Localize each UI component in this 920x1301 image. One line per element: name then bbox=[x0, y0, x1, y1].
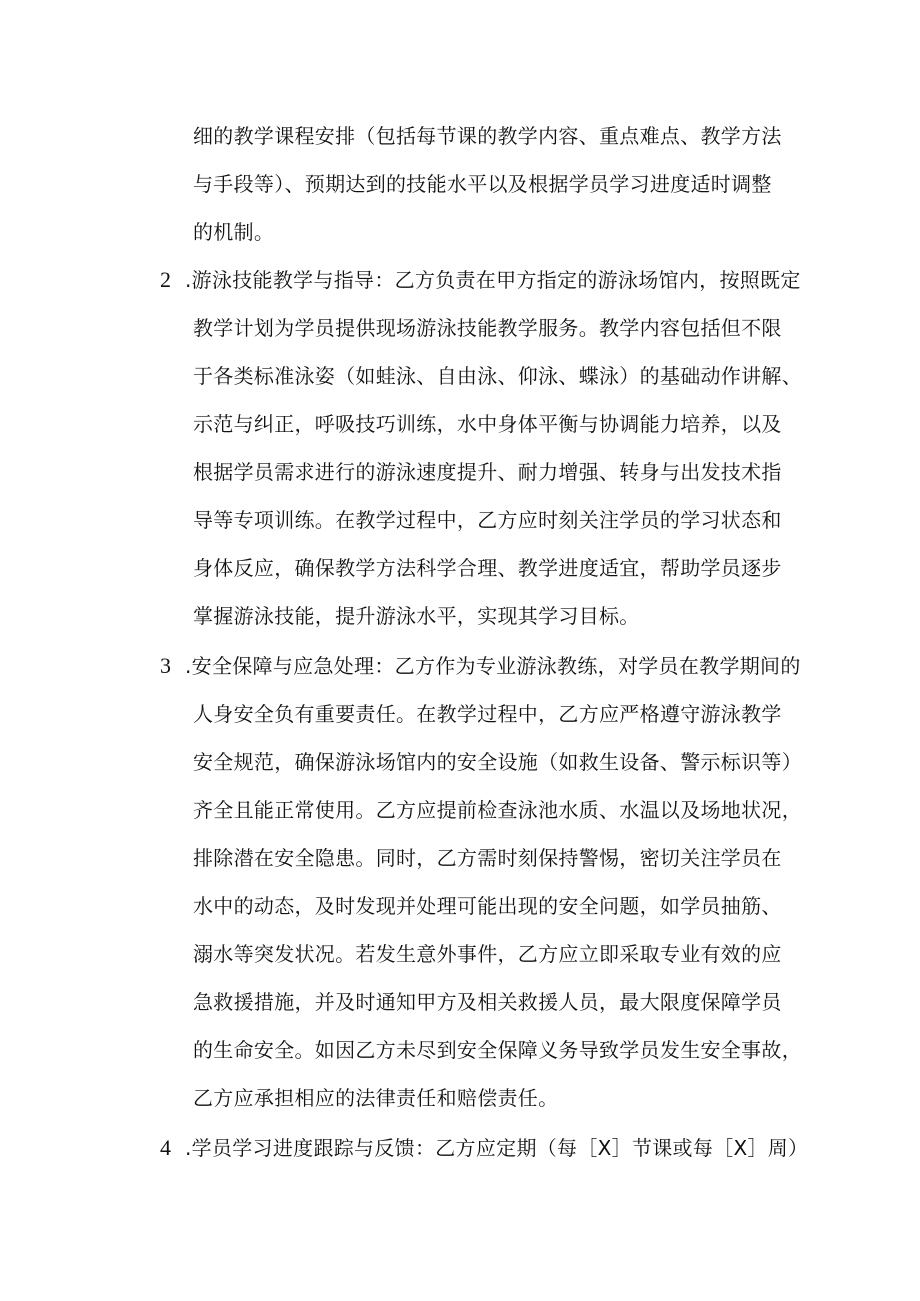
item-2-line-5: 根据学员需求进行的游泳速度提升、耐力增强、转身与出发技术指 bbox=[193, 460, 782, 484]
item-3-line-10: 乙方应承担相应的法律责任和赔偿责任。 bbox=[193, 1086, 559, 1110]
intro-line-3: 的机制。 bbox=[193, 220, 275, 244]
item-2-line-7: 身体反应，确保教学方法科学合理、教学进度适宜，帮助学员逐步 bbox=[193, 556, 782, 580]
item-3-line-4: 齐全且能正常使用。乙方应提前检查泳池水质、水温以及场地状况， bbox=[193, 798, 802, 822]
item-2-line-1: .游泳技能教学与指导：乙方负责在甲方指定的游泳场馆内，按照既定 bbox=[185, 268, 801, 292]
item-2-line-8: 掌握游泳技能，提升游泳水平，实现其学习目标。 bbox=[193, 604, 640, 628]
item-3-line-2: 人身安全负有重要责任。在教学过程中，乙方应严格遵守游泳教学 bbox=[193, 702, 782, 726]
item-2-line-2: 教学计划为学员提供现场游泳技能教学服务。教学内容包括但不限 bbox=[193, 316, 782, 340]
item-2-line-3: 于各类标准泳姿（如蛙泳、自由泳、仰泳、蝶泳）的基础动作讲解、 bbox=[193, 364, 802, 388]
item-3-number: 3 bbox=[160, 653, 171, 678]
item-3-line-6: 水中的动态，及时发现并处理可能出现的安全问题，如学员抽筋、 bbox=[193, 894, 782, 918]
intro-line-1: 细的教学课程安排（包括每节课的教学内容、重点难点、教学方法 bbox=[193, 124, 782, 148]
item-4-number: 4 bbox=[160, 1135, 171, 1160]
item-3-line-7: 溺水等突发状况。若发生意外事件，乙方应立即采取专业有效的应 bbox=[193, 942, 782, 966]
item-3-line-1: .安全保障与应急处理：乙方作为专业游泳教练，对学员在教学期间的 bbox=[185, 654, 801, 678]
item-4-line-1: .学员学习进度跟踪与反馈：乙方应定期（每［X］节课或每［X］周） bbox=[185, 1136, 809, 1160]
item-3-line-9: 的生命安全。如因乙方未尽到安全保障义务导致学员发生安全事故， bbox=[193, 1038, 802, 1062]
item-2-line-4: 示范与纠正，呼吸技巧训练，水中身体平衡与协调能力培养，以及 bbox=[193, 412, 782, 436]
item-2-line-6: 导等专项训练。在教学过程中，乙方应时刻关注学员的学习状态和 bbox=[193, 508, 782, 532]
item-2-number: 2 bbox=[160, 267, 171, 292]
item-3-line-3: 安全规范，确保游泳场馆内的安全设施（如救生设备、警示标识等） bbox=[193, 750, 802, 774]
intro-line-2: 与手段等）、预期达到的技能水平以及根据学员学习进度适时调整 bbox=[193, 172, 772, 196]
item-3-line-5: 排除潜在安全隐患。同时，乙方需时刻保持警惕，密切关注学员在 bbox=[193, 846, 782, 870]
item-3-line-8: 急救援措施，并及时通知甲方及相关救援人员，最大限度保障学员 bbox=[193, 990, 782, 1014]
